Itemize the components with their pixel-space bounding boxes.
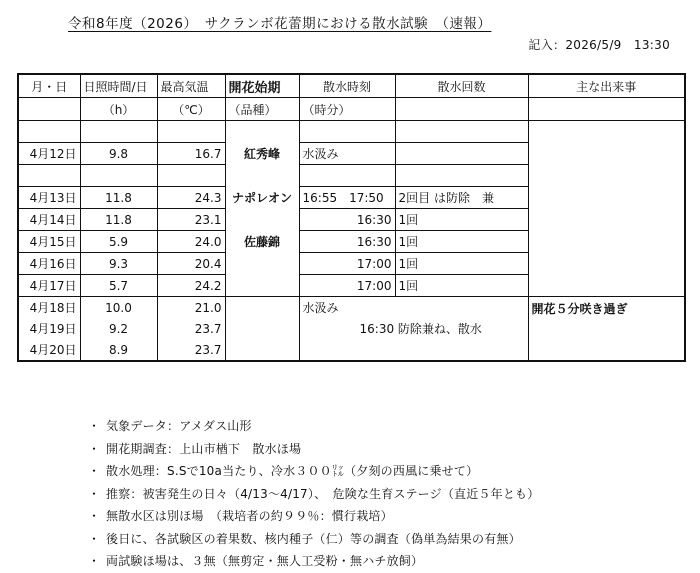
note-text: 開花期調査：上山市楢下 散水ほ場 — [106, 441, 302, 456]
row-date: 4月19日 — [18, 318, 80, 339]
row-date: 4月16日 — [18, 253, 80, 275]
late-note-spray: 16:30 防除兼ね、散水 — [299, 318, 528, 339]
header-row — [18, 74, 685, 98]
row-time: 16:30 — [299, 209, 395, 231]
row-date: 4月13日 — [18, 187, 80, 209]
row-count: 1回 — [395, 209, 528, 231]
late-event: 開花５分咲き過ぎ — [528, 297, 685, 362]
row-temp: 24.3 — [157, 187, 225, 209]
row-bloom: ナポレオン — [225, 187, 299, 209]
list-item — [88, 528, 539, 551]
row-temp: 24.2 — [157, 275, 225, 297]
row-bloom — [225, 209, 299, 231]
row-sun: 9.2 — [80, 318, 157, 339]
row-date: 4月15日 — [18, 231, 80, 253]
table-row — [18, 297, 685, 319]
header-time: 散水時刻 — [299, 74, 395, 98]
row-sun: 11.8 — [80, 209, 157, 231]
note-text: 散水処理：S.Sで10a当たり、冷水３００㍑（夕刻の西風に乗せて） — [106, 464, 479, 478]
row-temp: 20.4 — [157, 253, 225, 275]
notes-list — [88, 415, 539, 573]
row-date: 4月20日 — [18, 339, 80, 361]
row-bloom — [225, 275, 299, 297]
row-bloom — [225, 253, 299, 275]
record-timestamp: 記入：2026/5/9 13:30 — [528, 38, 670, 52]
header-count: 散水回数 — [395, 74, 528, 98]
list-item — [88, 460, 539, 483]
row-count: 1回 — [395, 253, 528, 275]
row-sun: 5.9 — [80, 231, 157, 253]
header-sun: 日照時間/日 — [80, 74, 157, 98]
bullet: ・ — [88, 531, 101, 546]
row-count: 1回 — [395, 231, 528, 253]
bullet: ・ — [88, 419, 101, 433]
note-text: 気象データ：アメダス山形 — [106, 419, 252, 433]
row-time: 17:00 — [299, 253, 395, 275]
unit-bloom: （品種） — [225, 98, 299, 121]
row-count: 1回 — [395, 275, 528, 297]
row-date: 4月12日 — [18, 143, 80, 165]
row-date: 4月18日 — [18, 297, 80, 319]
bullet: ・ — [88, 509, 101, 523]
list-item — [88, 550, 539, 573]
late-note-water: 水汲み — [299, 297, 528, 319]
unit-row — [18, 98, 685, 121]
list-item — [88, 438, 539, 461]
row-sun: 10.0 — [80, 297, 157, 319]
header-date: 月・日 — [18, 74, 80, 98]
list-item — [88, 505, 539, 528]
note-text: 推察：被害発生の日々（4/13～4/17）、 危険な生育ステージ（直近５年とも） — [106, 486, 540, 501]
row-time: 17:00 — [299, 275, 395, 297]
row-date: 4月14日 — [18, 209, 80, 231]
row-count — [395, 143, 528, 165]
row-temp: 16.7 — [157, 143, 225, 165]
row-date: 4月17日 — [18, 275, 80, 297]
bullet: ・ — [88, 554, 101, 568]
header-bloom: 開花始期 — [225, 74, 299, 98]
row-bloom: 佐藤錦 — [225, 231, 299, 253]
note-text: 無散水区は別ほ場 （栽培者の約９９％：慣行栽培） — [106, 509, 393, 523]
bullet: ・ — [88, 464, 101, 478]
row-sun: 9.3 — [80, 253, 157, 275]
unit-temp: （℃） — [157, 98, 225, 121]
unit-sun: （h） — [80, 98, 157, 121]
row-temp: 21.0 — [157, 297, 225, 319]
row-sun: 8.9 — [80, 339, 157, 361]
bullet: ・ — [88, 486, 101, 501]
note-text: 両試験ほ場は、３無（無剪定・無人工受粉・無ハチ放飼） — [106, 554, 424, 568]
row-bloom: 紅秀峰 — [225, 143, 299, 165]
header-temp: 最高気温 — [157, 74, 225, 98]
blank-row — [18, 121, 685, 143]
row-sun: 9.8 — [80, 143, 157, 165]
row-sun: 5.7 — [80, 275, 157, 297]
unit-time: （時分） — [299, 98, 395, 121]
row-time: 16:55 17:50 — [299, 187, 395, 209]
list-item — [88, 483, 539, 506]
page-title: 令和8年度（2026） サクランボ花蕾期における散水試験 （速報） — [68, 16, 492, 32]
row-count: 2回目 は防除 兼 — [395, 187, 528, 209]
row-time: 水汲み — [299, 143, 395, 165]
row-time: 16:30 — [299, 231, 395, 253]
note-text: 後日に、各試験区の着果数、核内種子（仁）等の調査（偽単為結果の有無） — [106, 531, 521, 546]
header-events: 主な出来事 — [528, 74, 685, 98]
trial-table — [17, 73, 686, 362]
row-temp: 24.0 — [157, 231, 225, 253]
list-item — [88, 415, 539, 438]
row-temp: 23.1 — [157, 209, 225, 231]
row-temp: 23.7 — [157, 318, 225, 339]
row-temp: 23.7 — [157, 339, 225, 361]
bullet: ・ — [88, 441, 101, 456]
row-sun: 11.8 — [80, 187, 157, 209]
